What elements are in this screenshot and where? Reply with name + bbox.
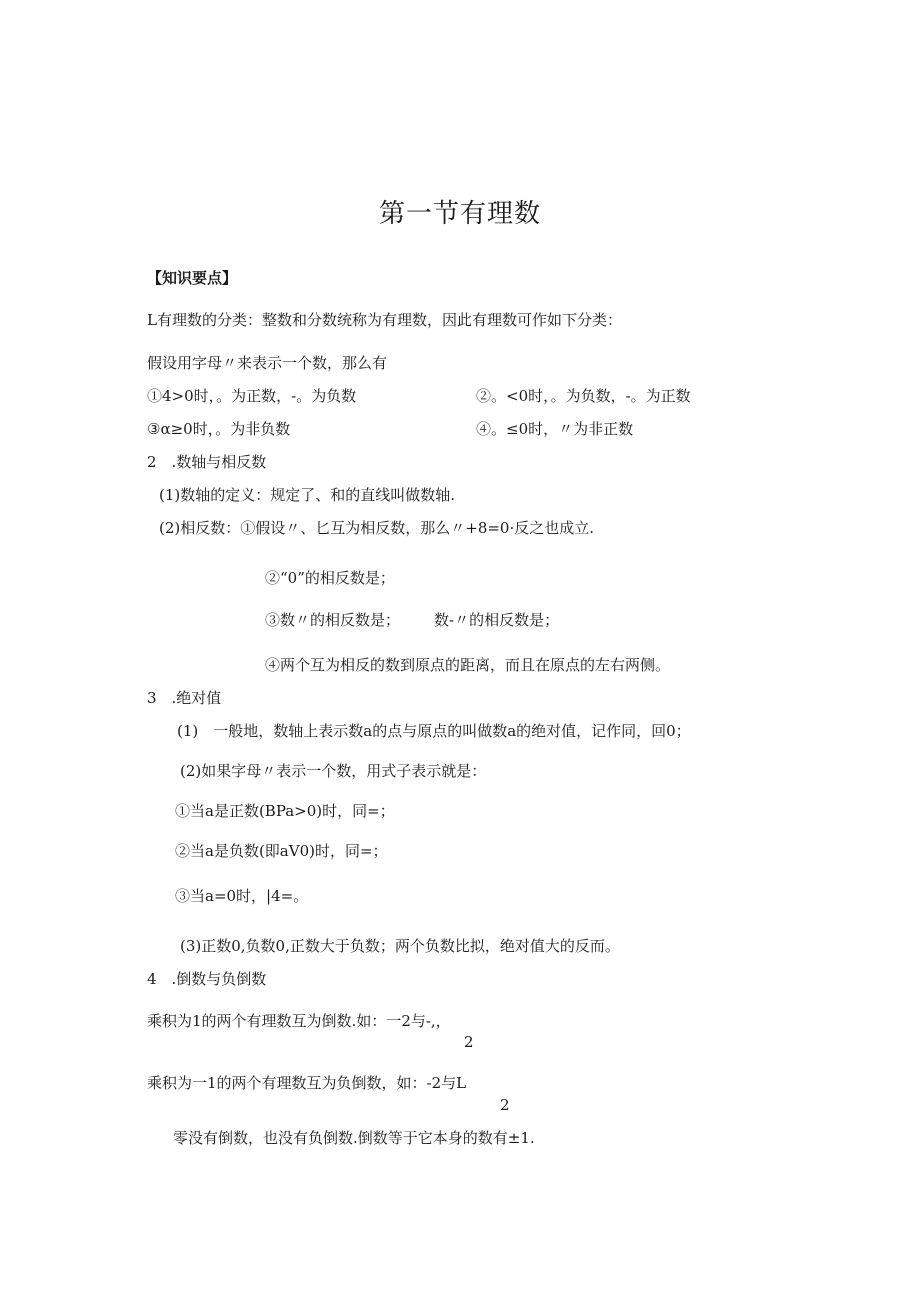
reciprocal-definition: 乘积为1的两个有理数互为倒数.如：一2与-,， <box>147 1012 451 1030</box>
zero-reciprocal-note: 零没有倒数，也没有负倒数.倒数等于它本身的数有±1. <box>173 1129 535 1147</box>
sign-case-3: ③α≥0时，。为非负数 <box>147 420 291 438</box>
absolute-value-definition: (1) 一般地，数轴上表示数a的点与原点的叫做数a的绝对值，记作同，回0； <box>177 722 691 740</box>
section-4-heading: 4 .倒数与负倒数 <box>147 970 267 988</box>
negative-reciprocal-definition: 乘积为一1的两个有理数互为负倒数，如：-2与L <box>147 1074 467 1092</box>
absolute-value-negative: ②当a是负数(即aV0)时，同=； <box>175 842 388 860</box>
page-title: 第一节有理数 <box>378 199 541 229</box>
assumption-text: 假设用字母〃来表示一个数，那么有 <box>147 354 388 372</box>
opposite-number-definition: (2)相反数：①假设〃、匕互为相反数，那么〃+8=0·反之也成立. <box>159 519 595 537</box>
opposite-of-zero: ②“0”的相反数是； <box>265 569 395 587</box>
number-comparison: (3)正数0,负数0,正数大于负数；两个负数比拟，绝对值大的反而。 <box>180 937 620 955</box>
section-heading: 【知识要点】 <box>147 269 238 287</box>
absolute-value-formula-intro: (2)如果字母〃表示一个数，用式子表示就是： <box>180 762 487 780</box>
opposite-distance-note: ④两个互为相反的数到原点的距离，而且在原点的左右两侧。 <box>265 656 671 674</box>
negative-reciprocal-denominator: 2 <box>500 1096 510 1114</box>
classification-text: L有理数的分类：整数和分数统称为有理数，因此有理数可作如下分类： <box>147 311 622 329</box>
sign-case-2: ②。<0时，。为负数，-。为正数 <box>476 387 691 405</box>
absolute-value-positive: ①当a是正数(BPa>0)时，同=； <box>175 802 395 820</box>
section-2-heading: 2 .数轴与相反数 <box>147 453 267 471</box>
opposite-of-negative-a: 数-〃的相反数是； <box>434 611 560 629</box>
sign-case-4: ④。≤0时，〃为非正数 <box>476 420 634 438</box>
number-line-definition: (1)数轴的定义：规定了、和的直线叫做数轴. <box>159 486 456 504</box>
sign-case-1: ①4>0时，。为正数，-。为负数 <box>147 387 357 405</box>
section-3-heading: 3 .绝对值 <box>147 689 222 707</box>
absolute-value-zero: ③当a=0时，|4=。 <box>175 887 309 905</box>
reciprocal-denominator: 2 <box>464 1033 474 1051</box>
opposite-of-a: ③数〃的相反数是； <box>265 611 401 629</box>
